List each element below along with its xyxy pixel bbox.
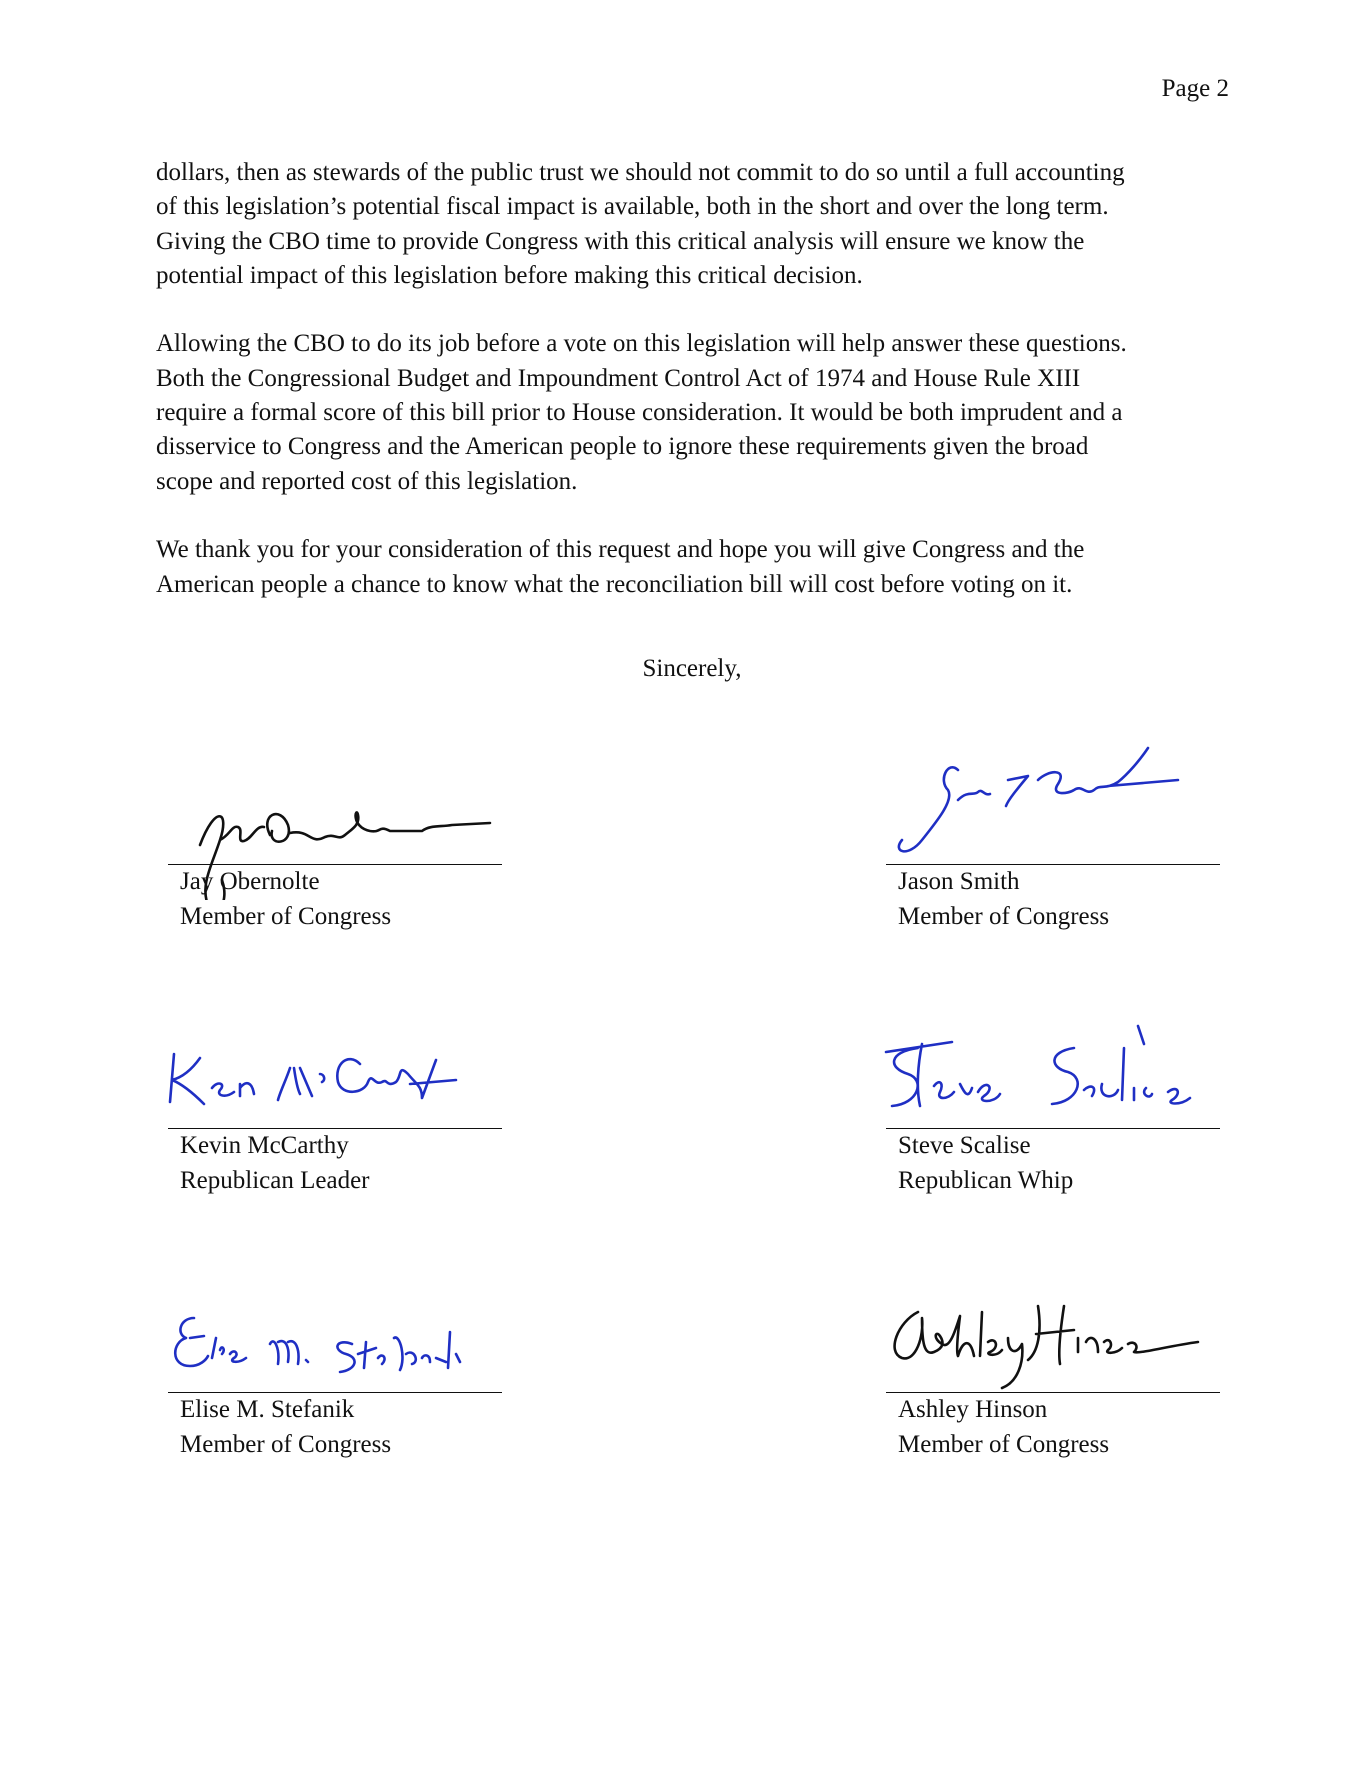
handwritten-signature: [160, 1024, 520, 1114]
handwritten-signature: [878, 740, 1238, 860]
paragraph-2: [156, 327, 1236, 498]
paragraph-1: [156, 156, 1236, 293]
body-line: require a formal score of this bill prior to House consideration. It would be both imprudent and a: [156, 399, 1123, 427]
signature-block-obernolte: [168, 760, 502, 940]
signatory-title: Member of Congress: [180, 1431, 392, 1458]
signature-line: [168, 864, 502, 865]
body-line: of this legislation’s potential fiscal impact is available, both in the short and over the long term.: [156, 193, 1109, 221]
signatory-title: Member of Congress: [898, 903, 1110, 930]
signature-line: [886, 1392, 1220, 1393]
signature-line: [168, 1392, 502, 1393]
signatory-title: Member of Congress: [180, 903, 392, 930]
signatory-name: Kevin McCarthy: [180, 1132, 349, 1159]
signature-line: [168, 1128, 502, 1129]
signature-line: [886, 864, 1220, 865]
body-line: potential impact of this legislation before making this critical decision.: [156, 261, 863, 289]
signatory-name: Elise M. Stefanik: [180, 1396, 355, 1423]
signature-block-smith: [886, 760, 1220, 940]
letter-body: [156, 156, 1236, 636]
signatory-name: Jason Smith: [898, 868, 1020, 895]
body-line: scope and reported cost of this legislation.: [156, 467, 578, 495]
signature-block-scalise: [886, 1024, 1220, 1204]
paragraph-3: [156, 533, 1236, 602]
signature-line: [886, 1128, 1220, 1129]
handwritten-signature: [878, 1272, 1238, 1392]
body-line: disservice to Congress and the American people to ignore these requirements given the broad: [156, 433, 1089, 461]
signature-block-mccarthy: [168, 1024, 502, 1204]
handwritten-signature: [160, 1288, 520, 1378]
signatory-title: Republican Whip: [898, 1167, 1074, 1194]
body-line: American people a chance to know what the reconciliation bill will cost before voting on it.: [156, 570, 1073, 598]
signatory-name: Jay Obernolte: [180, 868, 320, 895]
handwritten-signature: [878, 1008, 1238, 1118]
signatory-title: Member of Congress: [898, 1431, 1110, 1458]
page-number: Page 2: [1161, 75, 1229, 102]
signatory-title: Republican Leader: [180, 1167, 370, 1194]
signatory-name: Ashley Hinson: [898, 1396, 1048, 1423]
body-line: Giving the CBO time to provide Congress with this critical analysis will ensure we know the: [156, 227, 1085, 255]
closing-salutation: Sincerely,: [642, 655, 742, 682]
signature-block-stefanik: [168, 1288, 502, 1468]
body-line: Allowing the CBO to do its job before a vote on this legislation will help answer these questions.: [156, 330, 1127, 358]
body-line: We thank you for your consideration of this request and hope you will give Congress and the: [156, 536, 1085, 564]
body-line: dollars, then as stewards of the public trust we should not commit to do so until a full accounting: [156, 159, 1125, 186]
signatory-name: Steve Scalise: [898, 1132, 1031, 1159]
signature-block-hinson: [886, 1288, 1220, 1468]
body-line: Both the Congressional Budget and Impoundment Control Act of 1974 and House Rule XIII: [156, 364, 1081, 392]
